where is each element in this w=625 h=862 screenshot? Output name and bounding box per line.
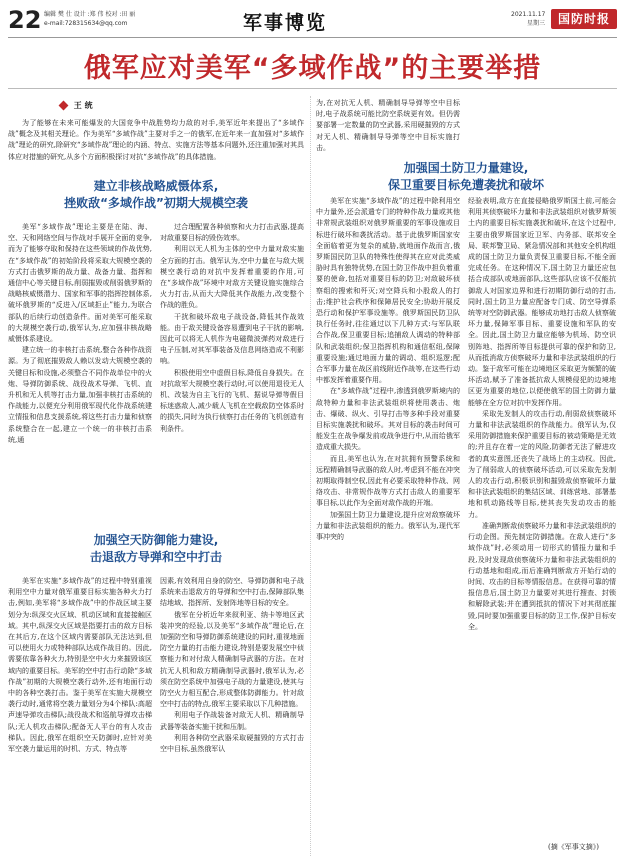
col3-top-text xyxy=(316,98,460,154)
article-headline: 俄军应对美军“多域作战”的主要举措 xyxy=(83,53,542,84)
paragraph: 建立统一的非核打击系统,整合各种作战资源。为了彻底摧毁敌人赖以发动大规模空袭的关键目标和设施,必须整合不同作战单位中的火炮、导弹防御系统、战役战术导弹、飞机、直升机和无人机等打击力量,加强非核打击系统的作战能力,以便充分利用俄军现代化作战系统建立情报和信息支援系统,将这些打击力量和侦察系统整合在一起,建立一个统一的非核打击系统,通 xyxy=(8,346,152,444)
intro-paragraph xyxy=(8,118,304,163)
subhead2-line2: 击退敌方导弹和空中打击 xyxy=(89,550,222,564)
masthead xyxy=(8,6,617,38)
paragraph: 干扰和破坏敌电子战设备,降低其作战效能。由于敌关键设备容易遭到电子干扰的影响,因此可以将无人机作为电磁微波弹药对敌进行电子压制,对其军事装备及信息网络造成不利影响。 xyxy=(160,312,304,366)
author-byline xyxy=(60,100,93,111)
source-note: (摘《军事文摘》) xyxy=(548,843,599,851)
paragraph: 加强国土防卫力量建设,提升应对敌察破坏力量和非法武装组织的能力。俄军认为,现代军事冲突的 xyxy=(316,510,460,542)
issue-date xyxy=(511,10,545,28)
column-divider xyxy=(310,96,311,856)
col3-section-b xyxy=(316,196,460,858)
paragraph: 因素,有效利用自身的防空、导弹防御和电子战系统来击退敌方的导弹和空中打击,保障部队集结地域、指挥所、发射阵地等目标的安全。 xyxy=(160,577,304,608)
headline-divider xyxy=(8,88,617,89)
subhead-air-defense xyxy=(8,532,304,566)
col3-top-paragraph: 为,在对抗无人机、精确制导导弹等空中目标时,电子战系统可能比防空系统更有效。但仍需要部署一定数量的防空武器,采用硬摧毁的方式对无人机、精确制导导弹等空中目标实施打击。 xyxy=(316,99,460,152)
subhead3-line1: 加强国土防卫力量建设, xyxy=(403,161,529,175)
paragraph: 在“多域作战”过程中,渗透到俄罗斯境内的敌特种力量和非法武装组织将使用袭击、炮击、爆破、纵火、引导打击等多种手段对重要目标实施袭扰和破坏。其对目标的袭击时间可能发生在战争爆发前或战争进行中,从而给俄军造成重大损失。 xyxy=(316,387,460,452)
weekday: 星期三 xyxy=(526,20,545,27)
col1-section-a xyxy=(8,222,152,522)
col4-section xyxy=(468,196,616,840)
paragraph: 而且,美军也认为,在对抗拥有预警系统和远程精确制导武器的敌人时,考虑到不能在冲突初期取得制空权,因此有必要采取特种作战、网络攻击、非常规作战等方式打击敌人的重要军事目标,以此作为全面对敌作战的开端。 xyxy=(316,454,460,508)
subhead1-line1: 建立非核战略威慑体系, xyxy=(93,179,219,193)
masthead-info xyxy=(44,10,135,28)
paragraph: 过合理配置各种侦察和火力打击武器,提高对敌重要目标的毁伤效率。 xyxy=(160,223,304,243)
page-number: 22 xyxy=(8,6,42,34)
intro-text: 为了能够在未来可能爆发的大国竞争中战胜势均力敌的对手,美军近年来提出了“多域作战”概念及其相关理论。作为美军“多域作战”主要对手之一的俄军,在近年来一直加强对“多域作战”理论的研究,除研究“多域作战”理论的内涵、特点、实施方法等基本问题外,还注重加强对其具体应对措施的研究,从多个方面积极探讨对抗“多域作战”的具体措施。 xyxy=(8,119,304,161)
paragraph: 利用以无人机为主体的空中力量对敌实施全方面的打击。俄军认为,空中力量在与敌大规模空袭行动的对抗中发挥着重要的作用,可在“多域作战”环境中对敌方关键设施实施综合火力打击,从而大大降低其作战能力,改变整个作战的胜负。 xyxy=(160,245,304,310)
subhead-homeland-defense xyxy=(316,160,616,194)
section-title: 军事博览 xyxy=(243,12,328,34)
diamond-icon xyxy=(59,101,69,111)
paragraph: 采取先发制人的攻击行动,削弱敌侦察破坏力量和非法武装组织的作战能力。俄军认为,仅采用防御措施来保护重要目标的被动策略是无效的;并且存在着一定的风险,防御者无法了解进攻者的真实意图,还丧失了战场上的主动权。因此,为了削弱敌人的侦察破坏活动,可以采取先发制人的攻击行动,积极识别和摧毁敌侦察破坏力量和非法武装组织的集结区域、训练营地、部署基地和机动路线等目标,使其丧失发动攻击的能力。 xyxy=(468,409,616,519)
paragraph: 美军“多域作战”理论主要是在陆、海、空、天和网络空间与作战对手展开全面的竞争,而为了能够夺取和保持在这些领域的作战优势,在“多域作战”的初始阶段将采取大规模空袭的方式打击俄罗斯的战力量、战备力量、指挥和通信中心等关键目标,削弱摧毁或削弱俄罗斯的战略核威慑潜力、国家和军事的指挥控制体系,破坏俄罗斯的“反进入/区域拒止”能力,为联合部队的后续行动创造条件。面对美军可能采取的大规模空袭行动,俄军认为,应加强非核战略威慑体系建设。 xyxy=(8,223,152,344)
date: 2021.11.17 xyxy=(511,11,546,18)
paragraph: 利用电子作战装备对敌无人机、精确制导武器等装备实施干扰和压制。 xyxy=(160,711,304,731)
editor-credits: 编辑 樊 仕 设计 :郑 伟 校对 :田 丽 xyxy=(44,11,136,18)
subhead2-line1: 加强空天防御能力建设, xyxy=(93,533,219,547)
paragraph: 经验表明,敌方在直接侵略俄罗斯国土前,可能会利用其侦察破坏力量和非法武装组织对俄罗斯领土内的重要目标实施袭扰和破坏,在这个过程中,主要由俄罗斯国家近卫军、内务部、联邦安全局、联邦警卫局、紧急情况部和其他安全机构组成的国土防卫力量负责保卫重要目标,不能全面完成任务。在这种情况下,国土防卫力量还应包括合成部队或地面部队,这些部队应该不仅能抗御敌人对国家边界和进行初期防御行动的打击,同时,国土防卫力量应配备专门成、防空导弹系统等对空防御武器。能够成功地打击敌人侦察破坏力量,保障军事目标、重要设施和军队的安全。因此,国土防卫力量应能够为机场、防空识别阵地、指挥所等目标提供可靠的保护和防卫,从而抵消敌方侦察破坏力量和非法武装组织的行动。鉴于敌军可能在边境地区采取更为频繁的破坏活动,赋予了准备抵抗敌人规模侵犯的边境地区更为重要的地位,以便使俄军的国土防御力量能够在全方位对抗中发挥作用。 xyxy=(468,197,616,407)
paragraph: 美军在实施“多域作战”的过程中除利用空中力量外,还会派遣专门的特种作战力量或其他非常规武装组织对俄罗斯重要的军事设施或目标进行破坏和袭扰活动。基于此俄罗斯国家安全面临着更为复杂的威胁,就地面作战而言,俄罗斯国民防卫队的特殊性使得其在应对此类威胁时具有独特优势,在国土防卫作战中担负着重要的使命,包括对重要目标的防卫;对敌破坏侦察组的搜索和歼灭;对空降兵和小股敌人的打击;维护社会秩序和保障居民安全;协助开展反恐行动和保护军事设施等。俄罗斯国民防卫队执行任务时,往往通过以下几种方式:与军队联合作战,保卫重要目标;追捕敌人调动的特种部队和武装组织;保卫指挥机构和通信枢纽,保障重要设施;通过地面力量的调动、组织巡逻;配合军事力量在战区前线附近作战等,在这些行动中都发挥着重要作用。 xyxy=(316,197,460,385)
col1-section-b xyxy=(8,576,152,858)
paragraph: 俄军在分析近年来叙利亚、纳卡等地区武装冲突的经验,以及美军“多域作战”理论后,在加强防空和导弹防御系统建设的同时,重视地面防空力量的打击能力建设,特别是要发展空中侦察能力和对付敌人精确制导武器的方法。在对抗无人机和敌方精确制导武器时,俄军认为,必须在防空系统中加强电子战的力量建设,使其与防空火力相互配合,形成整体防御能力。针对敌空中打击的特点,俄军主要采取以下几种措施。 xyxy=(160,610,304,709)
col2-section-a xyxy=(160,222,304,522)
contact-email: e-mail:728315634@qq.com xyxy=(44,20,128,27)
author-name: 王 统 xyxy=(73,101,93,110)
paragraph: 美军在实施“多域作战”的过程中特别重视利用空中力量对俄军重要目标实施各种火力打击,例如,美军将“多域作战”中的作战区域主要划分为:纵深交火区域、机动区域和直接接触区域。其中,纵深交火区域是指要打击的敌方目标在其后方,在这个区域内需要部队无法达到,但可以使用火力或特种部队达成作战目的。因此,需要依靠各种火力,特别是空中火力来摧毁该区域内的重要目标。美军的空中打击行动除“多域作战”初期的大规模空袭行动外,还有地面行动中的各种空袭打击。鉴于美军在实施大规模空袭行动时,通常将空袭力量划分为4个梯队:高超声速导弹攻击梯队;战役战术和巡航导弹攻击梯队;无人机攻击梯队;配备无人平台的有人攻击梯队。因此,俄军在组织空天防御时,应针对美军空袭力量运用的时机、方式、特点等 xyxy=(8,577,152,754)
subhead3-line2: 保卫重要目标免遭袭扰和破坏 xyxy=(387,178,544,192)
newspaper-logo: 国防时报 xyxy=(551,9,617,29)
paragraph: 利用各种防空武器采取硬摧毁的方式打击空中目标,虽然俄军认 xyxy=(160,733,304,754)
subhead-nuclear-deterrence xyxy=(8,178,304,212)
paragraph: 积极使用空中虚假目标,降低自身损失。在对抗敌军大规模空袭行动时,可以使用退役无人机、改装为自主飞行的飞机、据说导弹等假目标迷惑敌人,减少载人飞机在空载敌防空体系时的损失,同时为执行侦察打击任务的飞机创造有利条件。 xyxy=(160,368,304,433)
col2-section-b xyxy=(160,576,304,858)
subhead1-line2: 挫败敌“多域作战”初期大规模空袭 xyxy=(64,196,248,210)
paragraph: 准确判断敌侦察破坏力量和非法武装组织的行动企图。预先制定防御措施。在敌人进行“多域作战”时,必须动用一切形式的情报力量和手段,及时发现敌侦察破坏力量和非法武装组织的行动基地和组成,而后准确判断敌方开始行动的时间、攻击的目标等情报信息。在获得可靠的情报信息后,国土防卫力量要对其进行搜查、封锁和解除武装;并在遭到抵抗的情况下对其彻底摧毁,同时要加强重要目标的防卫工作,保护目标安全。 xyxy=(468,521,616,631)
